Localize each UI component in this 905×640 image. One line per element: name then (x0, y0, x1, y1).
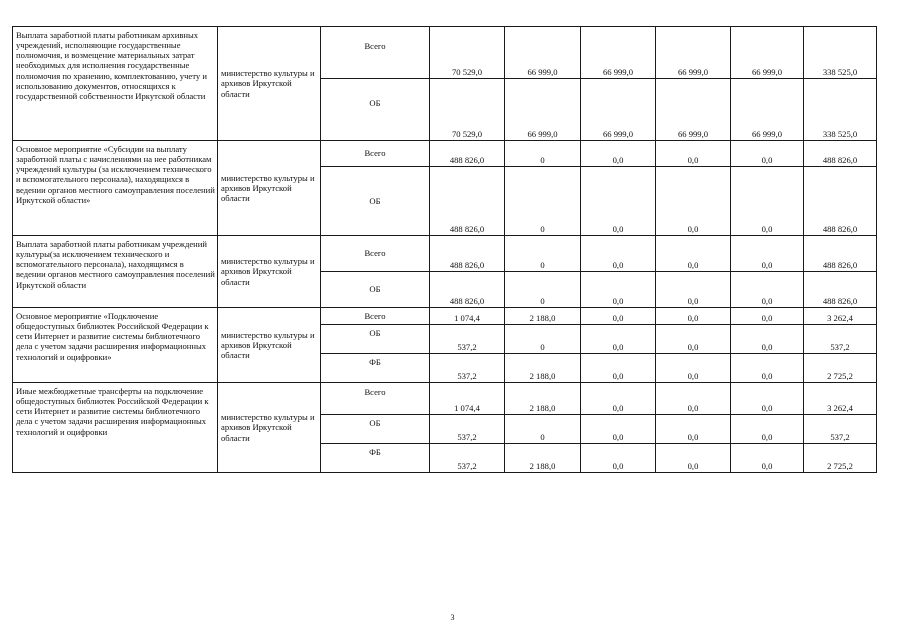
value-cell: 338 525,0 (804, 79, 877, 141)
value-cell: 0,0 (581, 141, 656, 167)
value-cell: 0 (505, 167, 581, 236)
funding-source: ОБ (321, 272, 430, 308)
funding-source: ОБ (321, 415, 430, 444)
funding-source: Всего (321, 27, 430, 79)
table-row (13, 236, 877, 272)
responsible-organization: министерство культуры и архивов Иркутской области (218, 27, 321, 141)
value-cell: 0 (505, 325, 581, 354)
measure-description: Основное мероприятие «Субсидии на выплату заработной платы с начислениями на нее работникам учреждений культуры (за исключением технического и вспомогательного персонала), находящихся в ведении органов местного самоуправления поселений Иркутской области» (13, 141, 218, 236)
table-row (13, 141, 877, 167)
value-cell: 0,0 (581, 308, 656, 325)
value-cell: 0,0 (731, 383, 804, 415)
funding-source: ОБ (321, 325, 430, 354)
funding-source: Всего (321, 308, 430, 325)
value-cell: 0,0 (731, 415, 804, 444)
value-cell: 66 999,0 (656, 79, 731, 141)
value-cell: 0,0 (731, 308, 804, 325)
value-cell: 0,0 (656, 444, 731, 473)
value-cell: 0 (505, 415, 581, 444)
responsible-organization: министерство культуры и архивов Иркутской области (218, 308, 321, 383)
table-row (13, 308, 877, 325)
funding-source: ОБ (321, 167, 430, 236)
value-cell: 0,0 (581, 444, 656, 473)
value-cell: 0,0 (581, 383, 656, 415)
value-cell: 66 999,0 (505, 27, 581, 79)
measure-description: Основное мероприятие «Подключение общедоступных библиотек Российской Федерации к сети Интернет и развитие системы библиотечного дела с учетом задачи расширения информационных технологий и оцифровки» (13, 308, 218, 383)
funding-source: ФБ (321, 354, 430, 383)
value-cell: 2 188,0 (505, 308, 581, 325)
value-cell: 0,0 (656, 354, 731, 383)
table-row (13, 27, 877, 79)
value-cell: 66 999,0 (731, 27, 804, 79)
value-cell: 0 (505, 236, 581, 272)
value-cell: 0,0 (581, 415, 656, 444)
funding-source: ОБ (321, 79, 430, 141)
value-cell: 66 999,0 (581, 27, 656, 79)
value-cell: 0,0 (656, 141, 731, 167)
value-cell: 488 826,0 (430, 272, 505, 308)
value-cell: 488 826,0 (430, 167, 505, 236)
value-cell: 537,2 (430, 354, 505, 383)
value-cell: 537,2 (804, 325, 877, 354)
value-cell: 0,0 (581, 272, 656, 308)
funding-source: Всего (321, 236, 430, 272)
value-cell: 1 074,4 (430, 383, 505, 415)
value-cell: 0,0 (731, 167, 804, 236)
value-cell: 3 262,4 (804, 383, 877, 415)
value-cell: 2 188,0 (505, 383, 581, 415)
value-cell: 0,0 (731, 141, 804, 167)
funding-source: ФБ (321, 444, 430, 473)
value-cell: 488 826,0 (430, 236, 505, 272)
value-cell: 0,0 (731, 444, 804, 473)
value-cell: 70 529,0 (430, 79, 505, 141)
table-row (13, 383, 877, 415)
value-cell: 66 999,0 (656, 27, 731, 79)
measure-description: Выплата заработной платы работникам учреждений культуры(за исключением технического и вспомогательного персонала), находящимся в ведении органов местного самоуправления поселений Иркутской области (13, 236, 218, 308)
value-cell: 0,0 (581, 325, 656, 354)
value-cell: 3 262,4 (804, 308, 877, 325)
value-cell: 2 725,2 (804, 354, 877, 383)
value-cell: 537,2 (430, 444, 505, 473)
value-cell: 2 725,2 (804, 444, 877, 473)
measure-description: Иные межбюджетные трансферты на подключение общедоступных библиотек Российской Федерации к сети Интернет и развитие системы библиотечного дела с учетом задачи расширения информационных технологий и оцифровки (13, 383, 218, 473)
value-cell: 2 188,0 (505, 444, 581, 473)
value-cell: 488 826,0 (430, 141, 505, 167)
funding-source: Всего (321, 383, 430, 415)
responsible-organization: министерство культуры и архивов Иркутской области (218, 141, 321, 236)
value-cell: 2 188,0 (505, 354, 581, 383)
value-cell: 488 826,0 (804, 167, 877, 236)
value-cell: 488 826,0 (804, 236, 877, 272)
value-cell: 537,2 (804, 415, 877, 444)
value-cell: 0,0 (731, 325, 804, 354)
responsible-organization: министерство культуры и архивов Иркутской области (218, 383, 321, 473)
value-cell: 537,2 (430, 325, 505, 354)
value-cell: 0,0 (656, 167, 731, 236)
funding-source: Всего (321, 141, 430, 167)
value-cell: 0 (505, 141, 581, 167)
value-cell: 0,0 (656, 236, 731, 272)
value-cell: 0,0 (656, 272, 731, 308)
value-cell: 0,0 (581, 236, 656, 272)
value-cell: 66 999,0 (581, 79, 656, 141)
value-cell: 66 999,0 (505, 79, 581, 141)
value-cell: 66 999,0 (731, 79, 804, 141)
value-cell: 0,0 (731, 354, 804, 383)
value-cell: 70 529,0 (430, 27, 505, 79)
value-cell: 0,0 (656, 308, 731, 325)
value-cell: 338 525,0 (804, 27, 877, 79)
value-cell: 488 826,0 (804, 272, 877, 308)
value-cell: 488 826,0 (804, 141, 877, 167)
value-cell: 1 074,4 (430, 308, 505, 325)
value-cell: 0,0 (731, 272, 804, 308)
page-number: 3 (450, 613, 455, 622)
value-cell: 0,0 (581, 354, 656, 383)
value-cell: 0,0 (656, 383, 731, 415)
measure-description: Выплата заработной платы работникам архивных учреждений, исполняющие государственные полномочия, и возмещение материальных затрат необходимых для исполнения государственные полномочия по хранению, комплектованию, учету и использованию документов, относящихся к государственной собственности Иркутской области (13, 27, 218, 141)
value-cell: 537,2 (430, 415, 505, 444)
value-cell: 0,0 (731, 236, 804, 272)
value-cell: 0 (505, 272, 581, 308)
budget-table (12, 26, 877, 473)
value-cell: 0,0 (581, 167, 656, 236)
value-cell: 0,0 (656, 325, 731, 354)
value-cell: 0,0 (656, 415, 731, 444)
responsible-organization: министерство культуры и архивов Иркутской области (218, 236, 321, 308)
